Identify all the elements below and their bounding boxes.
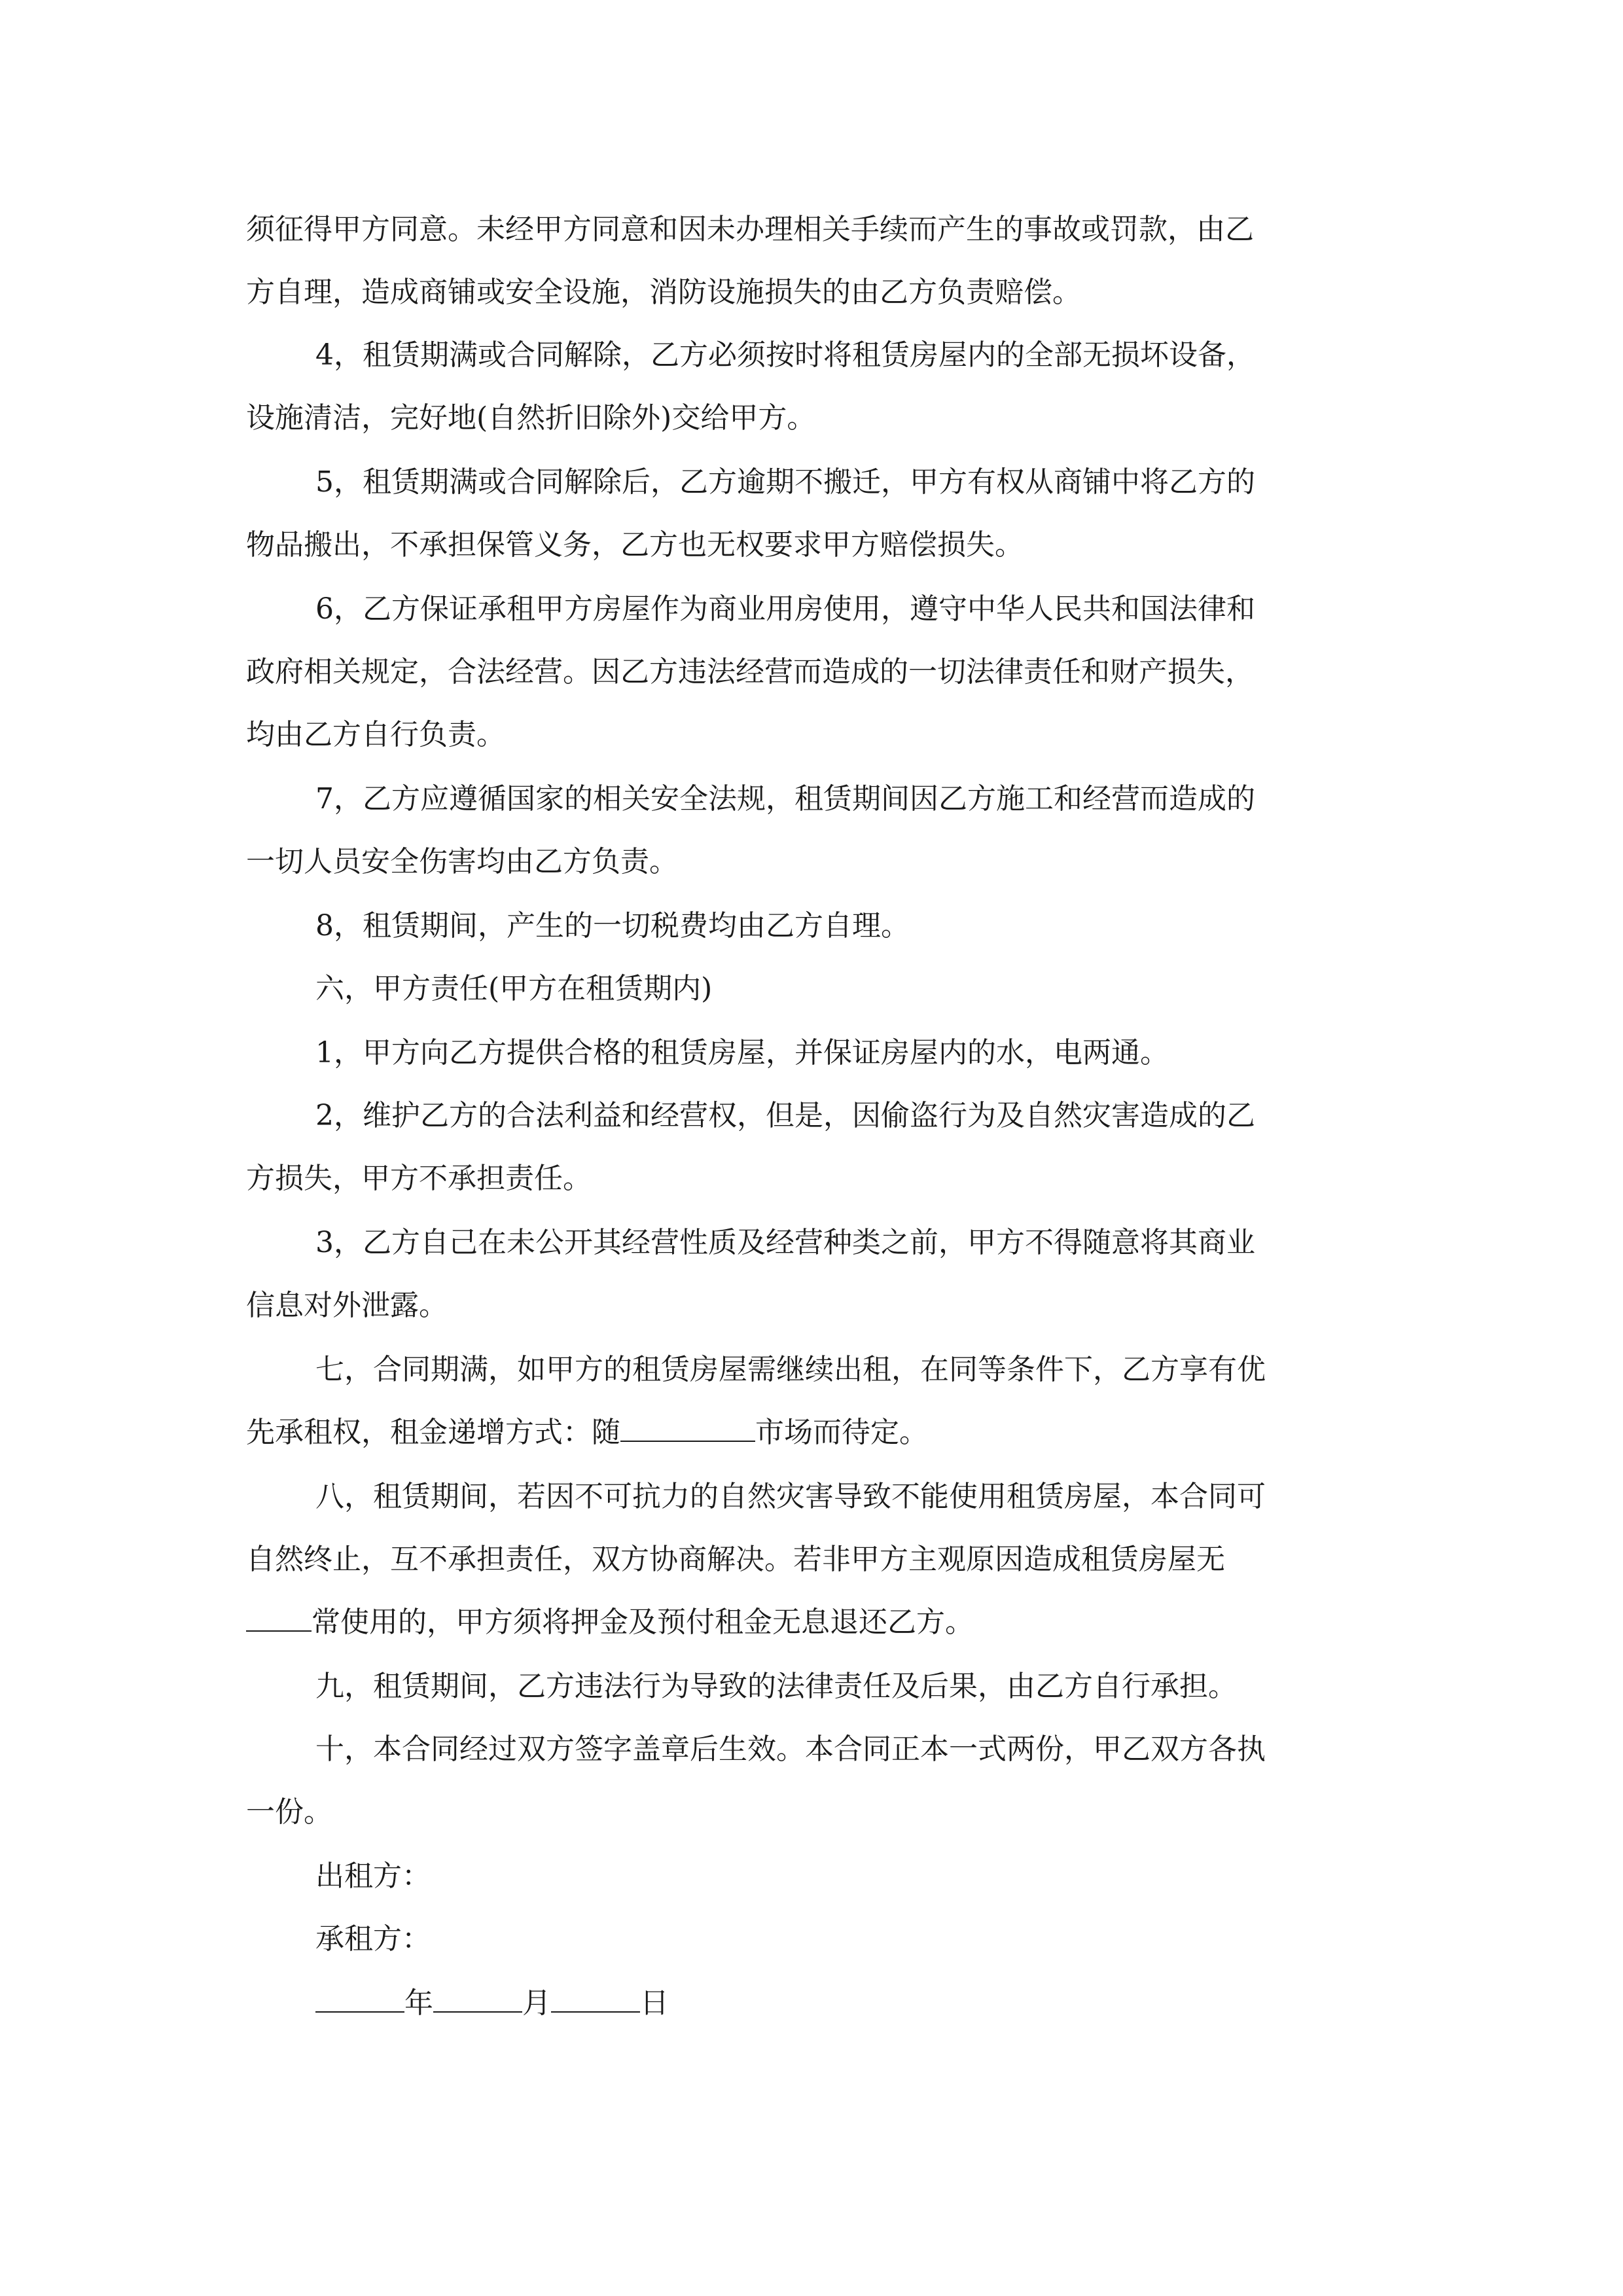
section-10-line: 一份。	[246, 1795, 332, 1829]
section-6-clause-2-line: 2，维护乙方的合法利益和经营权，但是，因偷盗行为及自然灾害造成的乙	[315, 1099, 1255, 1132]
section-10-line: 十，本合同经过双方签字盖章后生效。本合同正本一式两份，甲乙双方各执	[315, 1732, 1266, 1766]
section-7-text-after-blank: 市场而待定。	[755, 1416, 928, 1449]
clause-5-line: 物品搬出，不承担保管义务，乙方也无权要求甲方赔偿损失。	[246, 528, 1024, 562]
clause-7-line: 7，乙方应遵循国家的相关安全法规，租赁期间因乙方施工和经营而造成的	[315, 782, 1255, 816]
section-7-text-before-blank: 先承租权，租金递增方式：随	[246, 1416, 620, 1449]
year-label: 年	[404, 1986, 433, 2020]
section-7-line	[246, 1414, 928, 1452]
day-label: 日	[640, 1986, 669, 2020]
section-6-heading: 六，甲方责任(甲方在租赁期内)	[315, 972, 713, 1005]
section-9-line: 九，租赁期间，乙方违法行为导致的法律责任及后果，由乙方自行承担。	[315, 1670, 1237, 1703]
section-8-text-after-blank: 常使用的，甲方须将押金及预付租金无息退还乙方。	[312, 1605, 974, 1639]
section-8-line: 自然终止，互不承担责任，双方协商解决。若非甲方主观原因造成租赁房屋无	[246, 1543, 1225, 1576]
month-label: 月	[522, 1986, 551, 2020]
month-blank	[433, 1985, 522, 2013]
paragraph-line: 方自理，造成商铺或安全设施，消防设施损失的由乙方负责赔偿。	[246, 276, 1081, 309]
section-8-line	[246, 1604, 974, 1641]
section-7-line: 七，合同期满，如甲方的租赁房屋需继续出租，在同等条件下，乙方享有优	[315, 1353, 1266, 1386]
paragraph-line: 须征得甲方同意。未经甲方同意和因未办理相关手续而产生的事故或罚款，由乙	[246, 213, 1254, 246]
section-6-clause-3-line: 3，乙方自己在未公开其经营性质及经营种类之前，甲方不得随意将其商业	[315, 1226, 1255, 1259]
day-blank	[551, 1985, 640, 2013]
clause-5-line: 5，租赁期满或合同解除后，乙方逾期不搬迁，甲方有权从商铺中将乙方的	[315, 465, 1255, 499]
section-6-clause-2-line: 方损失，甲方不承担责任。	[246, 1162, 592, 1195]
section-6-clause-3-line: 信息对外泄露。	[246, 1289, 448, 1322]
clause-6-line: 均由乙方自行负责。	[246, 718, 505, 751]
market-blank	[620, 1414, 755, 1442]
clause-6-line: 6，乙方保证承租甲方房屋作为商业用房使用，遵守中华人民共和国法律和	[315, 592, 1255, 626]
lessee-label: 承租方：	[315, 1922, 431, 1956]
section-6-clause-1: 1，甲方向乙方提供合格的租赁房屋，并保证房屋内的水，电两通。	[315, 1036, 1169, 1069]
normal-use-blank	[246, 1604, 312, 1632]
year-blank	[315, 1985, 404, 2013]
lessor-label: 出租方：	[315, 1859, 431, 1893]
clause-8-line: 8，租赁期间，产生的一切税费均由乙方自理。	[315, 909, 910, 942]
clause-4-line: 设施清洁，完好地(自然折旧除外)交给甲方。	[246, 401, 816, 435]
date-line	[315, 1984, 669, 2022]
clause-4-line: 4，租赁期满或合同解除，乙方必须按时将租赁房屋内的全部无损坏设备，	[315, 338, 1255, 372]
section-8-line: 八，租赁期间，若因不可抗力的自然灾害导致不能使用租赁房屋，本合同可	[315, 1480, 1266, 1513]
clause-7-line: 一切人员安全伤害均由乙方负责。	[246, 845, 678, 878]
clause-6-line: 政府相关规定，合法经营。因乙方违法经营而造成的一切法律责任和财产损失，	[246, 655, 1254, 689]
